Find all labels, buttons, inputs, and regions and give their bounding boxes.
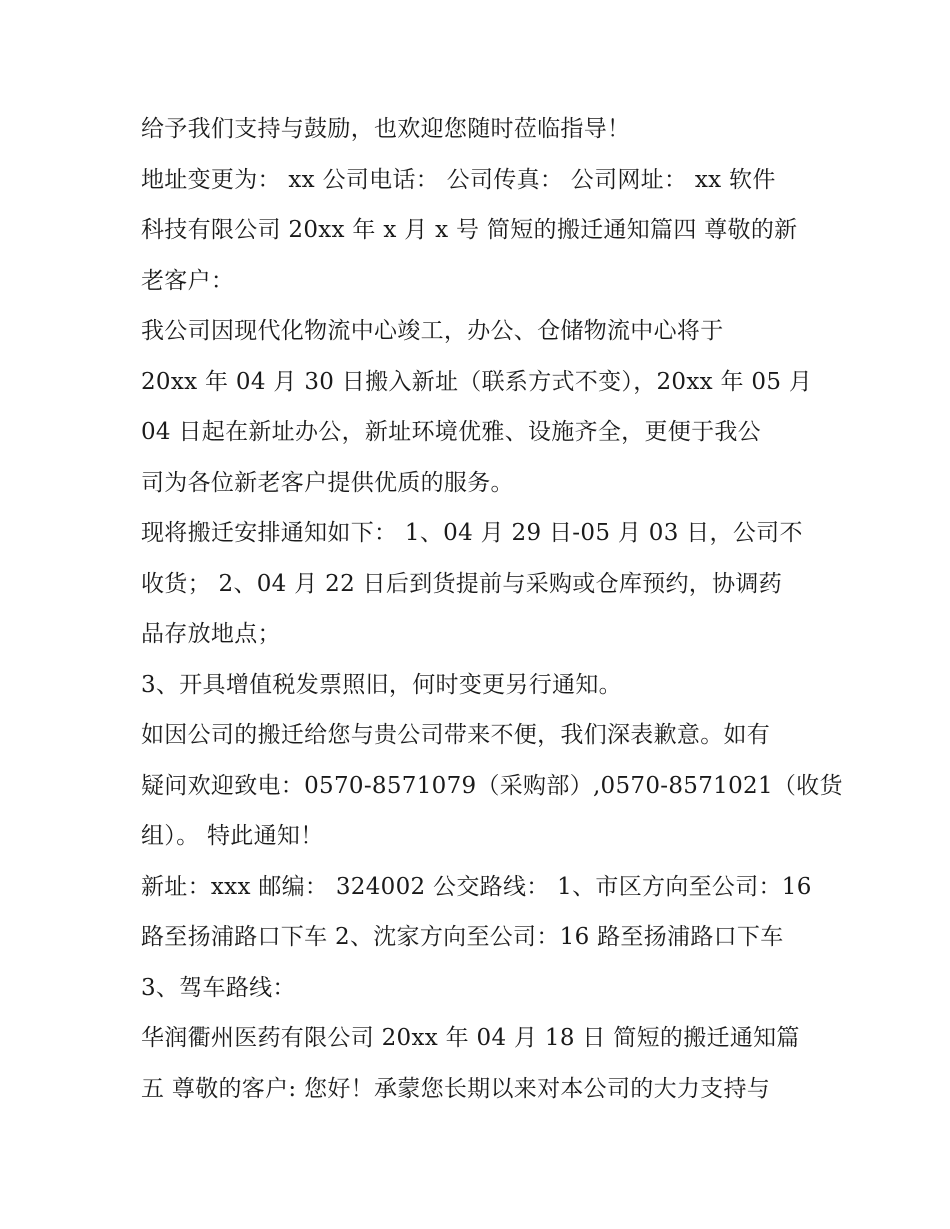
text-line: 20xx 年 04 月 30 日搬入新址（联系方式不变），20xx 年 05 月: [141, 369, 813, 395]
text-line: 司为各位新老客户提供优质的服务。: [141, 470, 514, 496]
text-line: 科技有限公司 20xx 年 x 月 x 号 简短的搬迁通知篇四 尊敬的新: [141, 217, 798, 243]
text-line: 品存放地点；: [141, 621, 281, 647]
text-line: 3、驾车路线：: [141, 975, 296, 1001]
text-line: 如因公司的搬迁给您与贵公司带来不便，我们深表歉意。如有: [141, 722, 771, 748]
text-line: 地址变更为： xx 公司电话： 公司传真： 公司网址： xx 软件: [141, 167, 776, 193]
text-line: 现将搬迁安排通知如下： 1、04 月 29 日-05 月 03 日，公司不: [141, 520, 803, 546]
text-line: 路至扬浦路口下车 2、沈家方向至公司：16 路至扬浦路口下车: [141, 924, 784, 950]
text-line: 组）。 特此通知！: [141, 823, 324, 849]
text-line: 疑问欢迎致电：0570-8571079（采购部）,0570-8571021（收货: [141, 773, 843, 799]
text-line: 收货； 2、04 月 22 日后到货提前与采购或仓库预约，协调药: [141, 571, 783, 597]
text-line: 五 尊敬的客户: 您好！承蒙您长期以来对本公司的大力支持与: [141, 1076, 771, 1102]
text-line: 新址：xxx 邮编： 324002 公交路线： 1、市区方向至公司：16: [141, 874, 812, 900]
text-line: 给予我们支持与鼓励，也欢迎您随时莅临指导！: [141, 116, 631, 142]
text-line: 我公司因现代化物流中心竣工，办公、仓储物流中心将于: [141, 318, 724, 344]
text-line: 3、开具增值税发票照旧，何时变更另行通知。: [141, 672, 622, 698]
text-line: 04 日起在新址办公，新址环境优雅、设施齐全，更便于我公: [141, 419, 761, 445]
text-line: 老客户：: [141, 268, 235, 294]
text-line: 华润衢州医药有限公司 20xx 年 04 月 18 日 简短的搬迁通知篇: [141, 1025, 800, 1051]
